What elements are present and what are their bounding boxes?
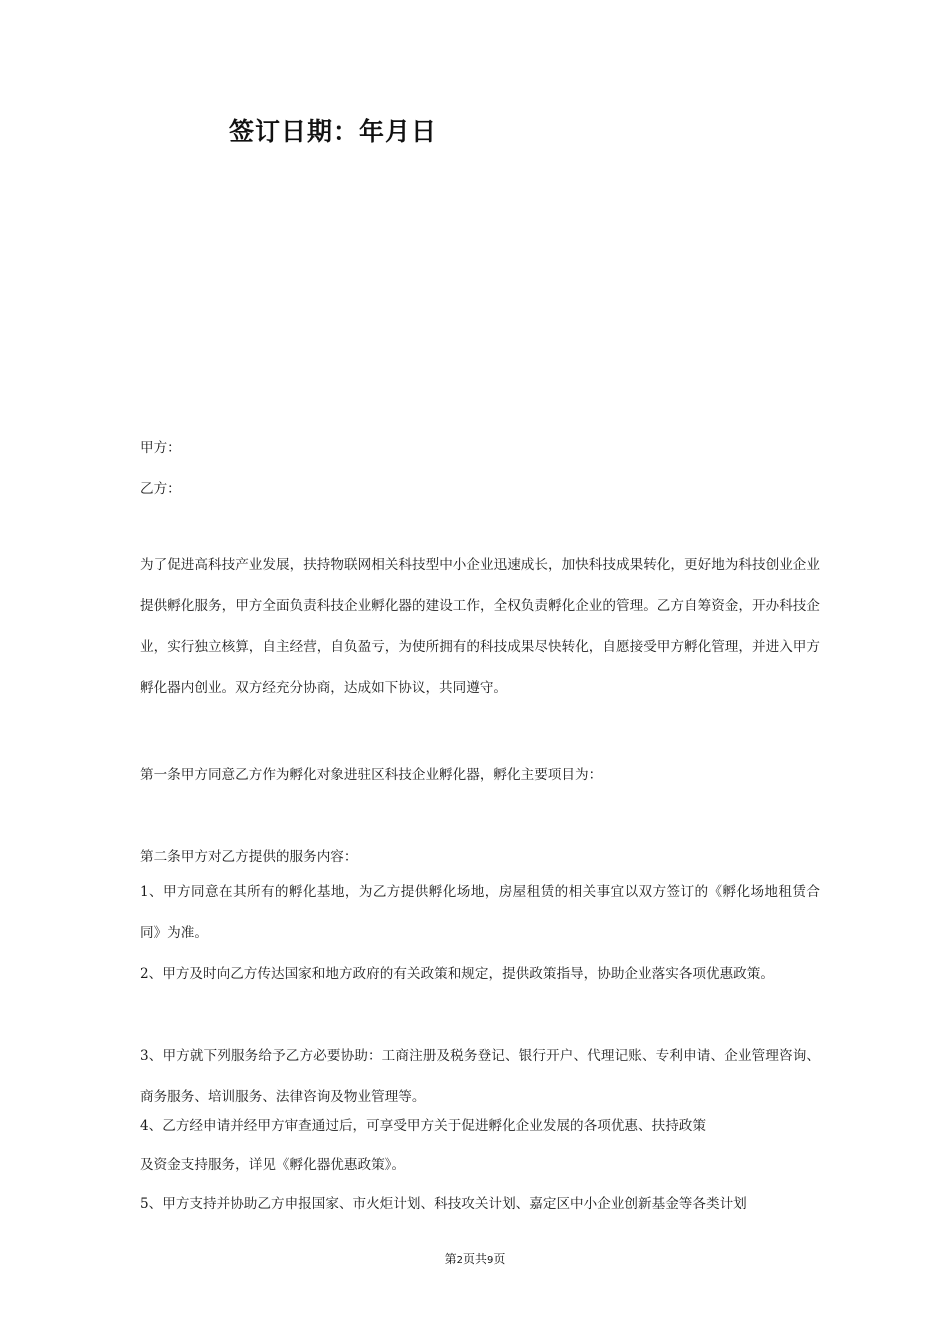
list-item-1: 1、甲方同意在其所有的孵化基地，为乙方提供孵化场地，房屋租赁的相关事宜以双方签订的《孵化场地租赁合同》为准。 — [140, 884, 820, 941]
list-item-3: 3、甲方就下列服务给予乙方必要协助：工商注册及税务登记、银行开户、代理记账、专利申请、企业管理咨询、商务服务、培训服务、法律咨询及物业管理等。 — [140, 1048, 820, 1105]
intro-paragraph: 为了促进高科技产业发展，扶持物联网相关科技型中小企业迅速成长，加快科技成果转化，更好地为科技创业企业提供孵化服务，甲方全面负责科技企业孵化器的建设工作，全权负责孵化企业的管理。乙方自筹资金，开办科技企业，实行独立核算，自主经营，自负盈亏，为使所拥有的科技成果尽快转化，自愿接受甲方孵化管理，并进入甲方孵化器内创业。双方经充分协商，达成如下协议，共同遵守。 — [140, 557, 820, 696]
footer-total-pages: 9 — [487, 1255, 494, 1266]
party-b-label: 乙方： — [140, 481, 181, 497]
footer-page-number: 2 — [456, 1255, 463, 1266]
footer-suffix: 页 — [493, 1252, 506, 1266]
list-item-4-line-2: 及资金支持服务，详见《孵化器优惠政策》。 — [140, 1157, 406, 1173]
footer-prefix: 第 — [444, 1252, 457, 1266]
party-a-label: 甲方： — [140, 440, 181, 456]
footer-middle: 页共 — [462, 1252, 487, 1266]
article-1: 第一条甲方同意乙方作为孵化对象进驻区科技企业孵化器，孵化主要项目为： — [140, 767, 603, 783]
page-title: 签订日期：年月日 — [229, 117, 438, 146]
list-item-5: 5、甲方支持并协助乙方申报国家、市火炬计划、科技攻关计划、嘉定区中小企业创新基金等各类计划 — [140, 1196, 747, 1212]
list-item-4-line-1: 4、乙方经申请并经甲方审查通过后，可享受甲方关于促进孵化企业发展的各项优惠、扶持政策 — [140, 1118, 706, 1134]
page-footer — [0, 1250, 950, 1267]
list-item-2: 2、甲方及时向乙方传达国家和地方政府的有关政策和规定，提供政策指导，协助企业落实各项优惠政策。 — [140, 966, 774, 982]
article-2: 第二条甲方对乙方提供的服务内容： — [140, 849, 358, 865]
